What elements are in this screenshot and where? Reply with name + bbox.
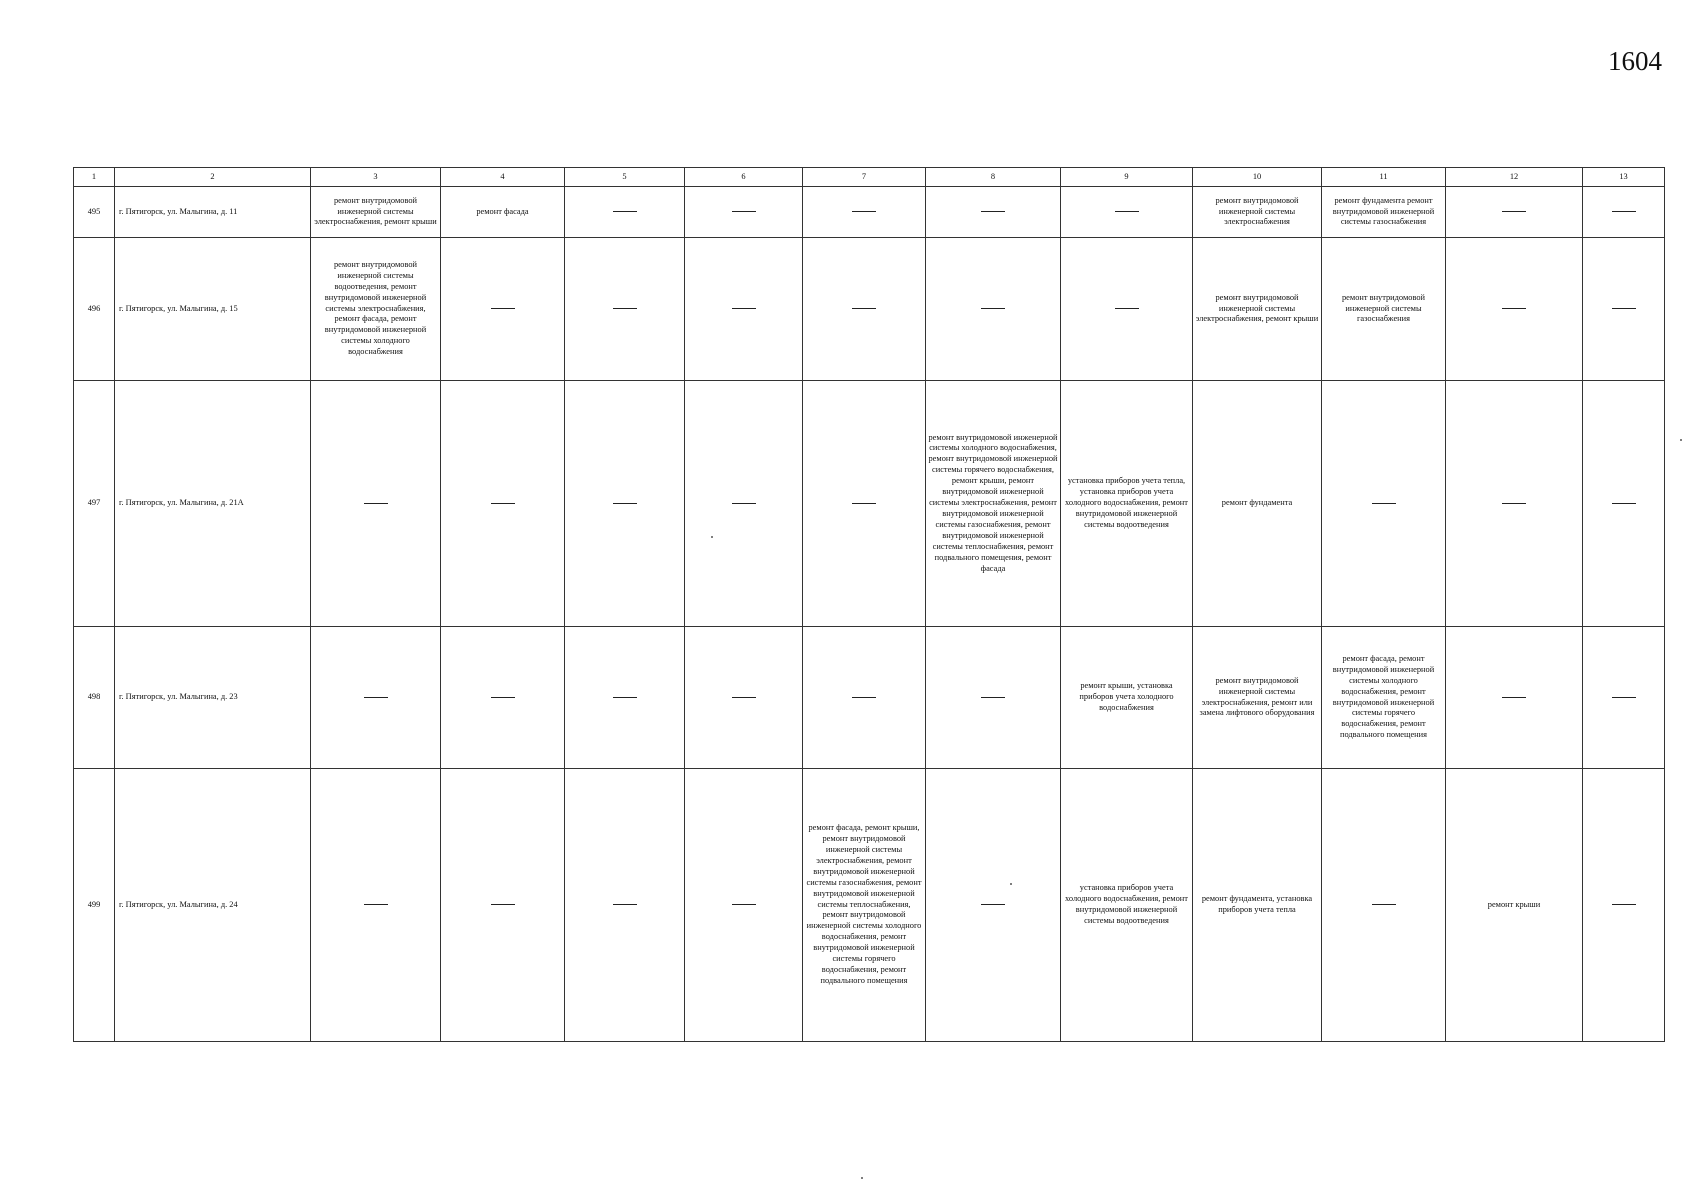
address-cell: г. Пятигорск, ул. Малыгина, д. 23 [115, 627, 311, 769]
column-header: 3 [311, 168, 441, 187]
dash-mark [491, 308, 515, 309]
empty-cell [803, 627, 926, 769]
works-cell: ремонт фундамента [1193, 381, 1322, 627]
empty-cell [441, 381, 565, 627]
empty-cell [803, 238, 926, 381]
table-row [74, 187, 1665, 238]
address-cell: г. Пятигорск, ул. Малыгина, д. 11 [115, 187, 311, 238]
column-header: 8 [926, 168, 1061, 187]
table-row [74, 769, 1665, 1042]
dash-mark [1502, 308, 1526, 309]
dash-mark [981, 211, 1005, 212]
column-header: 13 [1583, 168, 1665, 187]
table-row [74, 381, 1665, 627]
empty-cell [685, 769, 803, 1042]
row-number: 495 [74, 187, 115, 238]
empty-cell [1322, 381, 1446, 627]
empty-cell [685, 627, 803, 769]
column-header: 10 [1193, 168, 1322, 187]
empty-cell [1583, 238, 1665, 381]
empty-cell [685, 187, 803, 238]
empty-cell [441, 627, 565, 769]
table-header [74, 168, 1665, 187]
dash-mark [613, 211, 637, 212]
row-number: 496 [74, 238, 115, 381]
works-cell: ремонт внутридомовой инженерной системы водоотведения, ремонт внутридомовой инженерной системы электроснабжения, ремонт фасада, ремонт внутридомовой инженерной системы холодного водоснабжения [311, 238, 441, 381]
works-cell: ремонт внутридомовой инженерной системы электроснабжения, ремонт крыши [1193, 238, 1322, 381]
table-body [74, 187, 1665, 1042]
works-cell: ремонт фундамента ремонт внутридомовой инженерной системы газоснабжения [1322, 187, 1446, 238]
works-cell: ремонт фундамента, установка приборов учета тепла [1193, 769, 1322, 1042]
empty-cell [926, 187, 1061, 238]
works-cell: ремонт крыши, установка приборов учета холодного водоснабжения [1061, 627, 1193, 769]
works-cell: ремонт фасада, ремонт крыши, ремонт внутридомовой инженерной системы электроснабжения, ремонт внутридомовой инженерной системы газоснабжения, ремонт внутридомовой инженерной системы теплоснабжения, ремонт внутридомовой инженерной системы холодного водоснабжения, ремонт внутридомовой инженерной системы горячего водоснабжения, ремонт подвального помещения [803, 769, 926, 1042]
empty-cell [1446, 627, 1583, 769]
empty-cell [441, 238, 565, 381]
works-cell: ремонт крыши [1446, 769, 1583, 1042]
scan-speck [1680, 439, 1682, 441]
column-header: 5 [565, 168, 685, 187]
dash-mark [732, 211, 756, 212]
empty-cell [1061, 238, 1193, 381]
column-header: 7 [803, 168, 926, 187]
dash-mark [1612, 211, 1636, 212]
dash-mark [491, 503, 515, 504]
table-row [74, 627, 1665, 769]
empty-cell [565, 187, 685, 238]
row-number: 498 [74, 627, 115, 769]
empty-cell [1446, 238, 1583, 381]
dash-mark [1372, 503, 1396, 504]
works-cell: ремонт фасада, ремонт внутридомовой инженерной системы холодного водоснабжения, ремонт внутридомовой инженерной системы горячего водоснабжения, ремонт подвального помещения [1322, 627, 1446, 769]
column-header: 9 [1061, 168, 1193, 187]
dash-mark [732, 904, 756, 905]
dash-mark [364, 904, 388, 905]
dash-mark [981, 697, 1005, 698]
works-cell: ремонт внутридомовой инженерной системы электроснабжения, ремонт крыши [311, 187, 441, 238]
dash-mark [1612, 904, 1636, 905]
dash-mark [1612, 308, 1636, 309]
dash-mark [1372, 904, 1396, 905]
works-cell: ремонт внутридомовой инженерной системы газоснабжения [1322, 238, 1446, 381]
empty-cell [803, 187, 926, 238]
empty-cell [1446, 381, 1583, 627]
empty-cell [1583, 627, 1665, 769]
empty-cell [1583, 381, 1665, 627]
works-cell: ремонт внутридомовой инженерной системы электроснабжения [1193, 187, 1322, 238]
dash-mark [1612, 503, 1636, 504]
works-register-table [73, 167, 1665, 1042]
dash-mark [1612, 697, 1636, 698]
works-cell: ремонт фасада [441, 187, 565, 238]
dash-mark [1502, 211, 1526, 212]
works-cell: установка приборов учета тепла, установка приборов учета холодного водоснабжения, ремонт внутридомовой инженерной системы водоотведения [1061, 381, 1193, 627]
dash-mark [1502, 697, 1526, 698]
column-header: 12 [1446, 168, 1583, 187]
table-row [74, 238, 1665, 381]
address-cell: г. Пятигорск, ул. Малыгина, д. 24 [115, 769, 311, 1042]
empty-cell [311, 769, 441, 1042]
empty-cell [926, 769, 1061, 1042]
column-header: 2 [115, 168, 311, 187]
dash-mark [1115, 308, 1139, 309]
empty-cell [926, 238, 1061, 381]
works-cell: установка приборов учета холодного водоснабжения, ремонт внутридомовой инженерной системы водоотведения [1061, 769, 1193, 1042]
empty-cell [685, 238, 803, 381]
dash-mark [613, 697, 637, 698]
dash-mark [613, 308, 637, 309]
scan-speck [1010, 883, 1012, 885]
works-cell: ремонт внутридомовой инженерной системы электроснабжения, ремонт или замена лифтового оборудования [1193, 627, 1322, 769]
empty-cell [311, 627, 441, 769]
empty-cell [1061, 187, 1193, 238]
dash-mark [1115, 211, 1139, 212]
empty-cell [565, 769, 685, 1042]
dash-mark [732, 503, 756, 504]
address-cell: г. Пятигорск, ул. Малыгина, д. 15 [115, 238, 311, 381]
row-number: 499 [74, 769, 115, 1042]
dash-mark [981, 904, 1005, 905]
dash-mark [613, 503, 637, 504]
dash-mark [852, 503, 876, 504]
empty-cell [1583, 769, 1665, 1042]
empty-cell [1583, 187, 1665, 238]
column-header: 6 [685, 168, 803, 187]
address-cell: г. Пятигорск, ул. Малыгина, д. 21А [115, 381, 311, 627]
dash-mark [491, 697, 515, 698]
header-row [74, 168, 1665, 187]
dash-mark [852, 308, 876, 309]
works-cell: ремонт внутридомовой инженерной системы холодного водоснабжения, ремонт внутридомовой инженерной системы горячего водоснабжения, ремонт крыши, ремонт внутридомовой инженерной системы электроснабжения, ремонт внутридомовой инженерной системы газоснабжения, ремонт внутридомовой инженерной системы теплоснабжения, ремонт подвального помещения, ремонт фасада [926, 381, 1061, 627]
empty-cell [803, 381, 926, 627]
dash-mark [852, 211, 876, 212]
row-number: 497 [74, 381, 115, 627]
empty-cell [441, 769, 565, 1042]
empty-cell [1322, 769, 1446, 1042]
dash-mark [491, 904, 515, 905]
scan-speck [861, 1177, 863, 1179]
dash-mark [852, 697, 876, 698]
empty-cell [926, 627, 1061, 769]
column-header: 1 [74, 168, 115, 187]
scan-speck [711, 536, 713, 538]
empty-cell [565, 627, 685, 769]
dash-mark [613, 904, 637, 905]
column-header: 4 [441, 168, 565, 187]
dash-mark [732, 308, 756, 309]
dash-mark [364, 503, 388, 504]
page-number: 1604 [1608, 46, 1662, 76]
column-header: 11 [1322, 168, 1446, 187]
dash-mark [981, 308, 1005, 309]
empty-cell [565, 238, 685, 381]
dash-mark [732, 697, 756, 698]
empty-cell [1446, 187, 1583, 238]
empty-cell [685, 381, 803, 627]
empty-cell [311, 381, 441, 627]
dash-mark [364, 697, 388, 698]
dash-mark [1502, 503, 1526, 504]
empty-cell [565, 381, 685, 627]
